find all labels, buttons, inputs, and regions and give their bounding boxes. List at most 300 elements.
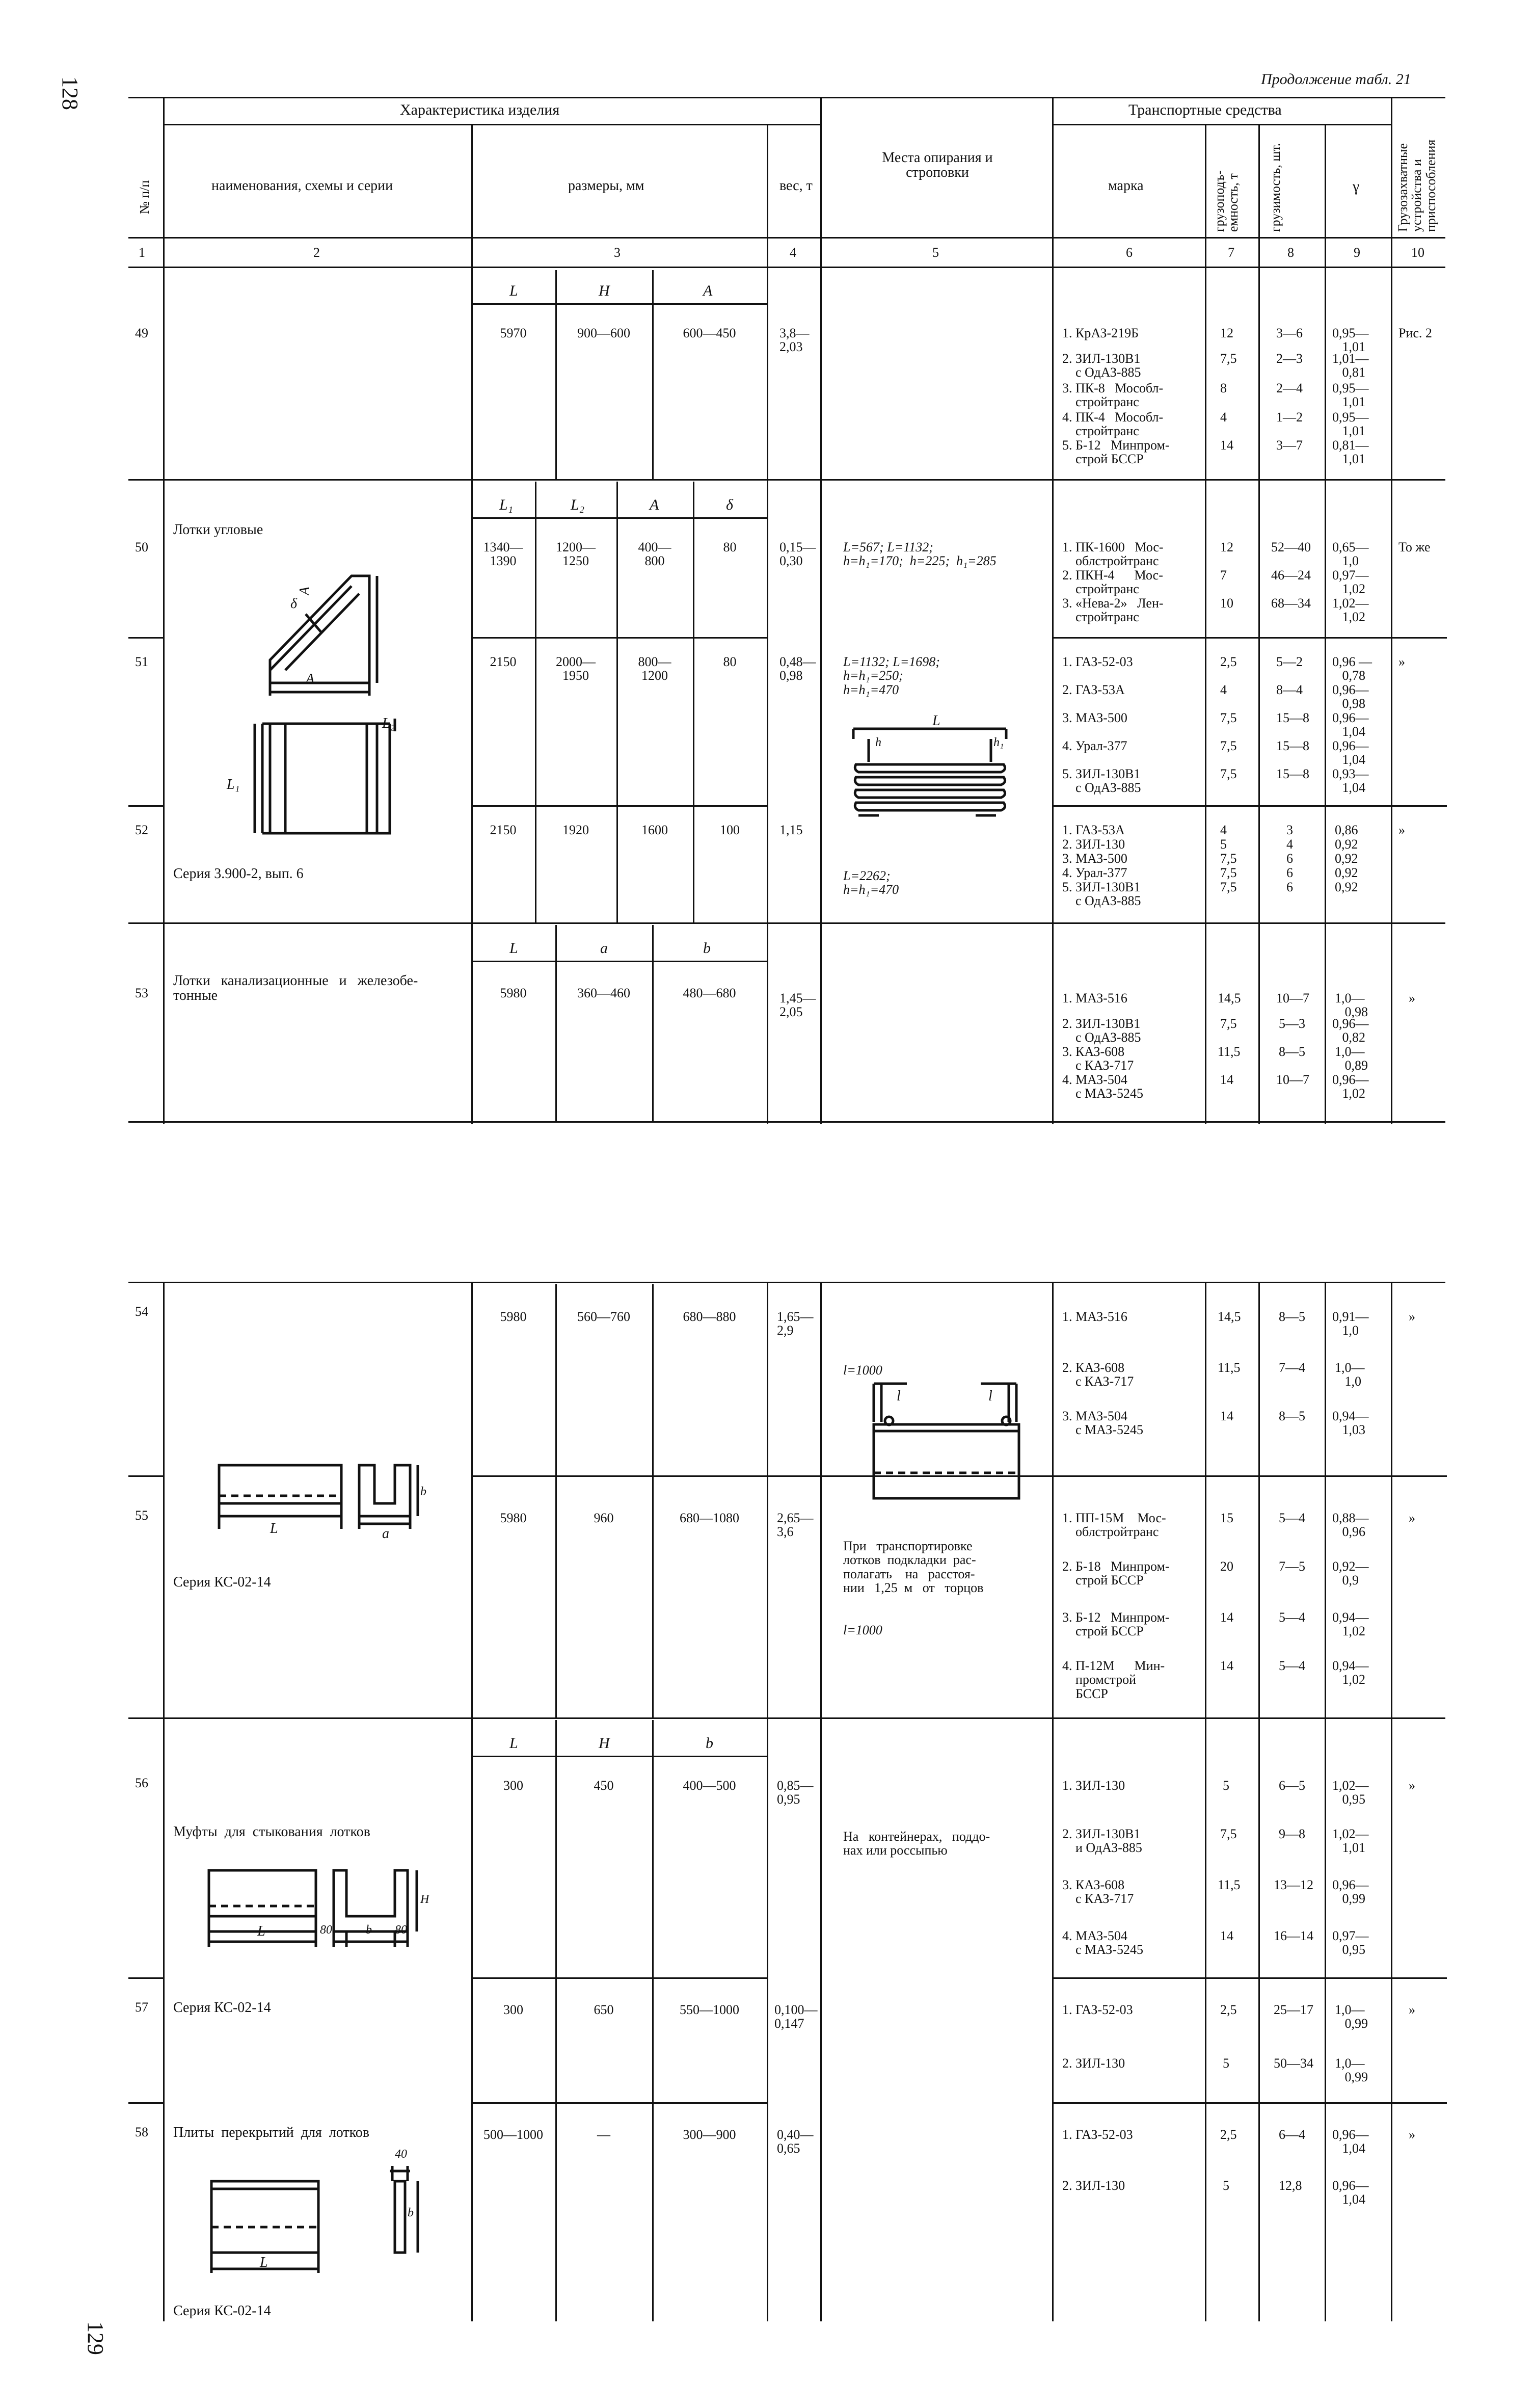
gamma-value: 0,95— 1,01 bbox=[1332, 410, 1369, 439]
capacity: 4 bbox=[1220, 823, 1227, 837]
load-count: 3 bbox=[1286, 823, 1293, 837]
col-number-1: 1 bbox=[139, 245, 145, 260]
gamma-value: 0,96 — 0,78 bbox=[1332, 654, 1372, 683]
cover-slab-sketch bbox=[204, 2151, 469, 2283]
rule bbox=[471, 961, 767, 962]
capacity: 7,5 bbox=[1220, 351, 1237, 366]
dim-cell: 5980 bbox=[500, 986, 527, 1000]
dim-cell: 80 bbox=[723, 540, 737, 554]
rule bbox=[128, 2102, 164, 2104]
weight-cell: 2,65— 3,6 bbox=[777, 1511, 814, 1540]
rule bbox=[555, 1284, 557, 1717]
gamma-value: 0,96— 0,82 bbox=[1332, 1016, 1369, 1045]
gamma-value: 0,88— 0,96 bbox=[1332, 1511, 1369, 1540]
sketch-label: L bbox=[932, 713, 940, 729]
angular-tray-sketch bbox=[250, 555, 402, 892]
gamma-value: 1,02— 1,01 bbox=[1332, 1827, 1369, 1856]
gamma-value: 0,97— 0,95 bbox=[1332, 1928, 1369, 1957]
col-number-2: 2 bbox=[313, 245, 320, 260]
rule bbox=[555, 925, 557, 1121]
brand: 5. ЗИЛ-130В1 с ОдАЗ-885 bbox=[1062, 766, 1141, 796]
support-cell: l=1000 bbox=[843, 1363, 882, 1378]
rule bbox=[1052, 805, 1447, 807]
item-series: Серия 3.900-2, вып. 6 bbox=[173, 866, 304, 882]
brand: 2. ПКН-4 Мос- стройтранс bbox=[1062, 568, 1163, 597]
page-gap bbox=[0, 1124, 1534, 1282]
load-count: 6 bbox=[1286, 880, 1293, 894]
gamma-value: 1,0— 1,0 bbox=[1335, 1360, 1365, 1389]
gamma-value: 0,94— 1,02 bbox=[1332, 1610, 1369, 1639]
col-number-4: 4 bbox=[790, 245, 796, 260]
dim-cell: 80 bbox=[723, 654, 737, 669]
row-number: 57 bbox=[135, 2000, 148, 2015]
weight-cell: 3,8— 2,03 bbox=[779, 326, 810, 355]
brand: 4. МАЗ-504 с МАЗ-5245 bbox=[1062, 1072, 1143, 1101]
stacked-trays-sketch bbox=[848, 719, 1016, 851]
dim-head: L₁ bbox=[499, 496, 514, 513]
load-count: 7—4 bbox=[1279, 1360, 1305, 1375]
capacity: 4 bbox=[1220, 682, 1227, 697]
brand: 3. МАЗ-504 с МАЗ-5245 bbox=[1062, 1409, 1143, 1438]
row-number: 51 bbox=[135, 654, 148, 669]
device-cell: » bbox=[1409, 991, 1415, 1005]
capacity: 7,5 bbox=[1220, 880, 1237, 894]
gamma-value: 0,96— 1,04 bbox=[1332, 710, 1369, 739]
brand: 3. Б-12 Минпром- строй БССР bbox=[1062, 1610, 1170, 1639]
item-series: Серия КС-02-14 bbox=[173, 2000, 271, 2016]
device-cell: » bbox=[1409, 2002, 1415, 2017]
rule bbox=[471, 517, 767, 519]
sketch-label: A bbox=[306, 671, 315, 687]
device-cell: Рис. 2 bbox=[1398, 326, 1432, 340]
gamma-value: 0,94— 1,03 bbox=[1332, 1409, 1369, 1438]
header-item-group: Характеристика изделия bbox=[400, 101, 560, 118]
gamma-value: 0,92 bbox=[1335, 837, 1358, 852]
rule bbox=[128, 1977, 164, 1979]
support-cell: l=1000 bbox=[843, 1623, 882, 1637]
item-series: Серия КС-02-14 bbox=[173, 2303, 271, 2319]
rule bbox=[1052, 124, 1391, 125]
header-dims: размеры, мм bbox=[568, 178, 644, 194]
item-name: Плиты перекрытий для лотков bbox=[173, 2125, 370, 2140]
load-count: 5—2 bbox=[1276, 654, 1303, 669]
capacity: 14 bbox=[1220, 1610, 1233, 1625]
rule bbox=[471, 2102, 767, 2104]
brand: 4. Урал-377 bbox=[1062, 865, 1127, 880]
brand: 1. ГАЗ-52-03 bbox=[1062, 2127, 1133, 2142]
weight-cell: 0,15— 0,30 bbox=[779, 540, 816, 569]
rule bbox=[1052, 1977, 1447, 1979]
rule bbox=[471, 637, 767, 639]
header-name: наименования, схемы и серии bbox=[211, 178, 393, 194]
dim-head: b bbox=[703, 940, 711, 957]
capacity: 7,5 bbox=[1220, 1827, 1237, 1841]
dim-head: δ bbox=[726, 496, 733, 513]
rule bbox=[555, 1720, 557, 2321]
dim-head: L bbox=[509, 282, 518, 299]
sketch-label: L₂ bbox=[382, 716, 395, 731]
dim-cell: 5970 bbox=[500, 326, 527, 340]
brand: 3. МАЗ-500 bbox=[1062, 710, 1127, 725]
rule bbox=[128, 1121, 1445, 1123]
device-cell: » bbox=[1409, 2127, 1415, 2142]
rule bbox=[555, 270, 557, 479]
dim-cell: 900—600 bbox=[577, 326, 630, 340]
row-number: 49 bbox=[135, 326, 148, 340]
header-brand: марка bbox=[1108, 178, 1144, 194]
rule bbox=[128, 267, 1445, 268]
load-count: 6 bbox=[1286, 851, 1293, 866]
capacity: 5 bbox=[1223, 2178, 1229, 2193]
load-count: 6—4 bbox=[1279, 2127, 1305, 2142]
brand: 2. ЗИЛ-130В1 с ОдАЗ-885 bbox=[1062, 351, 1141, 380]
row-number: 55 bbox=[135, 1508, 148, 1523]
brand: 3. ПК-8 Мособл- стройтранс bbox=[1062, 381, 1164, 410]
capacity: 2,5 bbox=[1220, 2127, 1237, 2142]
dim-head: L bbox=[509, 1735, 518, 1752]
gamma-value: 0,96— 0,99 bbox=[1332, 1877, 1369, 1907]
brand: 3. КАЗ-608 с КАЗ-717 bbox=[1062, 1044, 1134, 1073]
capacity: 12 bbox=[1220, 326, 1233, 340]
item-name: Лотки угловые bbox=[173, 522, 263, 538]
col-number-7: 7 bbox=[1228, 245, 1234, 260]
rule bbox=[652, 1284, 654, 1717]
gamma-value: 0,96— 1,04 bbox=[1332, 2127, 1369, 2156]
rule bbox=[471, 1977, 767, 1979]
dim-cell: 2000— 1950 bbox=[556, 654, 596, 683]
gamma-value: 0,94— 1,02 bbox=[1332, 1658, 1369, 1687]
capacity: 7,5 bbox=[1220, 1016, 1237, 1031]
brand: 1. МАЗ-516 bbox=[1062, 991, 1127, 1005]
sketch-label: 80 bbox=[320, 1923, 332, 1937]
sketch-label: L bbox=[270, 1521, 278, 1537]
device-cell: » bbox=[1409, 1309, 1415, 1324]
load-count: 12,8 bbox=[1279, 2178, 1302, 2193]
sketch-label: δ bbox=[290, 596, 298, 612]
gamma-value: 1,02— 1,02 bbox=[1332, 596, 1369, 625]
gamma-value: 0,95— 1,01 bbox=[1332, 381, 1369, 410]
brand: 5. Б-12 Минпром- строй БССР bbox=[1062, 438, 1170, 467]
capacity: 7 bbox=[1220, 568, 1227, 583]
dim-cell: 550—1000 bbox=[680, 2002, 739, 2017]
col-number-8: 8 bbox=[1287, 245, 1294, 260]
brand: 2. КАЗ-608 с КАЗ-717 bbox=[1062, 1360, 1134, 1389]
col-number-6: 6 bbox=[1126, 245, 1133, 260]
dim-cell: 1200— 1250 bbox=[556, 540, 596, 569]
load-count: 2—4 bbox=[1276, 381, 1303, 395]
header-col-num: № п/п bbox=[137, 180, 152, 214]
brand: 2. Б-18 Минпром- строй БССР bbox=[1062, 1559, 1170, 1588]
brand: 4. ПК-4 Мособл- стройтранс bbox=[1062, 410, 1164, 439]
load-count: 5—4 bbox=[1279, 1511, 1305, 1525]
dim-cell: 480—680 bbox=[683, 986, 736, 1000]
rule bbox=[128, 805, 164, 807]
rule bbox=[128, 97, 1445, 98]
rule bbox=[1052, 2102, 1447, 2104]
load-count: 8—5 bbox=[1279, 1309, 1305, 1324]
capacity: 20 bbox=[1220, 1559, 1233, 1574]
sketch-label: A bbox=[297, 587, 313, 596]
gamma-value: 0,97— 1,02 bbox=[1332, 568, 1369, 597]
capacity: 7,5 bbox=[1220, 710, 1237, 725]
brand: 2. ЗИЛ-130 bbox=[1062, 2178, 1125, 2193]
dim-cell: 300 bbox=[503, 1778, 523, 1793]
capacity: 8 bbox=[1220, 381, 1227, 395]
weight-cell: 1,65— 2,9 bbox=[777, 1309, 814, 1338]
gamma-value: 0,65— 1,0 bbox=[1332, 540, 1369, 569]
load-count: 7—5 bbox=[1279, 1559, 1305, 1574]
gamma-value: 1,0— 0,99 bbox=[1335, 2002, 1368, 2031]
load-count: 68—34 bbox=[1271, 596, 1311, 611]
gamma-value: 1,01— 0,81 bbox=[1332, 351, 1369, 380]
load-count: 5—4 bbox=[1279, 1610, 1305, 1625]
support-cell: На контейнерах, поддо- нах или россыпью bbox=[843, 1829, 990, 1858]
sketch-label: H bbox=[420, 1893, 429, 1906]
sketch-label: L bbox=[257, 1923, 265, 1939]
dim-head: L₂ bbox=[571, 496, 585, 513]
gamma-value: 0,96— 1,04 bbox=[1332, 738, 1369, 768]
brand: 4. МАЗ-504 с МАЗ-5245 bbox=[1062, 1928, 1143, 1957]
header-transport-group: Транспортные средства bbox=[1128, 101, 1282, 118]
gamma-value: 0,93— 1,04 bbox=[1332, 766, 1369, 796]
item-name: Муфты для стыкования лотков bbox=[173, 1824, 370, 1840]
sketch-label: h bbox=[875, 736, 881, 749]
capacity: 14 bbox=[1220, 1658, 1233, 1673]
weight-cell: 1,45— 2,05 bbox=[779, 991, 816, 1020]
header-support: Места опирания и строповки bbox=[882, 150, 993, 181]
capacity: 7,5 bbox=[1220, 865, 1237, 880]
row-number: 54 bbox=[135, 1304, 148, 1319]
gamma-value: 0,96— 0,98 bbox=[1332, 682, 1369, 711]
dim-cell: 560—760 bbox=[577, 1309, 630, 1324]
device-cell: » bbox=[1409, 1778, 1415, 1793]
brand: 4. Урал-377 bbox=[1062, 738, 1127, 753]
header-capacity: грузоподъ-емность, т bbox=[1212, 170, 1241, 232]
load-count: 8—4 bbox=[1276, 682, 1303, 697]
brand: 2. ЗИЛ-130 bbox=[1062, 2056, 1125, 2071]
sketch-label: 80 bbox=[395, 1923, 407, 1937]
dim-cell: 400— 800 bbox=[638, 540, 671, 569]
gamma-value: 0,81— 1,01 bbox=[1332, 438, 1369, 467]
rule bbox=[128, 1475, 164, 1477]
rule bbox=[128, 922, 1445, 924]
dim-cell: 5980 bbox=[500, 1309, 527, 1324]
gamma-value: 0,92 bbox=[1335, 865, 1358, 880]
item-name: Лотки канализационные и железобе- тонные bbox=[173, 973, 418, 1004]
device-cell: » bbox=[1398, 654, 1405, 669]
col-number-9: 9 bbox=[1354, 245, 1360, 260]
dim-cell: 100 bbox=[720, 823, 740, 837]
gamma-value: 0,92— 0,9 bbox=[1332, 1559, 1369, 1588]
rule bbox=[1052, 1475, 1447, 1477]
header-weight: вес, т bbox=[779, 178, 813, 194]
brand: 1. ГАЗ-53А bbox=[1062, 823, 1125, 837]
gamma-value: 0,92 bbox=[1335, 880, 1358, 894]
item-series: Серия КС-02-14 bbox=[173, 1574, 271, 1590]
weight-cell: 0,40— 0,65 bbox=[777, 2127, 814, 2156]
brand: 4. П-12М Мин- промстрой БССР bbox=[1062, 1658, 1165, 1701]
capacity: 7,5 bbox=[1220, 738, 1237, 753]
rule bbox=[652, 270, 654, 479]
capacity: 11,5 bbox=[1218, 1360, 1241, 1375]
capacity: 7,5 bbox=[1220, 851, 1237, 866]
col-number-3: 3 bbox=[614, 245, 621, 260]
brand: 1. ЗИЛ-130 bbox=[1062, 1778, 1125, 1793]
col-number-5: 5 bbox=[932, 245, 939, 260]
dim-head: a bbox=[600, 940, 608, 957]
load-count: 10—7 bbox=[1276, 991, 1309, 1005]
sketch-label: h₁ bbox=[993, 736, 1004, 749]
load-count: 15—8 bbox=[1276, 766, 1309, 781]
dim-cell: 300 bbox=[503, 2002, 523, 2017]
gamma-value: 0,95— 1,01 bbox=[1332, 326, 1369, 355]
brand: 1. МАЗ-516 bbox=[1062, 1309, 1127, 1324]
sketch-label: b bbox=[408, 2206, 414, 2219]
brand: 3. МАЗ-500 bbox=[1062, 851, 1127, 866]
load-count: 13—12 bbox=[1274, 1877, 1313, 1892]
dim-cell: 2150 bbox=[490, 654, 517, 669]
capacity: 4 bbox=[1220, 410, 1227, 425]
brand: 1. ПК-1600 Мос- облстройтранс bbox=[1062, 540, 1164, 569]
row-number: 58 bbox=[135, 2125, 148, 2139]
brand: 3. КАЗ-608 с КАЗ-717 bbox=[1062, 1877, 1134, 1907]
support-cell: L=567; L=1132; h=h₁=170; h=225; h₁=285 bbox=[843, 540, 997, 569]
dim-cell: 5980 bbox=[500, 1511, 527, 1525]
rule bbox=[128, 237, 1445, 239]
rule bbox=[652, 1720, 654, 2321]
dim-cell: 1600 bbox=[641, 823, 668, 837]
capacity: 12 bbox=[1220, 540, 1233, 554]
support-cell: L=1132; L=1698; h=h₁=250; h=h₁=470 bbox=[843, 654, 940, 697]
coupling-sketch bbox=[204, 1865, 448, 1957]
dim-cell: 680—1080 bbox=[680, 1511, 739, 1525]
header-gamma: γ bbox=[1353, 178, 1360, 195]
support-cell: L=2262; h=h₁=470 bbox=[843, 868, 899, 897]
rule bbox=[471, 1756, 767, 1757]
capacity: 14 bbox=[1220, 1072, 1233, 1087]
load-count: 1—2 bbox=[1276, 410, 1303, 425]
capacity: 10 bbox=[1220, 596, 1233, 611]
load-count: 15—8 bbox=[1276, 710, 1309, 725]
load-count: 25—17 bbox=[1274, 2002, 1313, 2017]
row-number: 53 bbox=[135, 986, 148, 1000]
gamma-value: 0,96— 1,02 bbox=[1332, 1072, 1369, 1101]
sketch-label: b bbox=[366, 1923, 372, 1937]
rule bbox=[471, 805, 767, 807]
brand: 1. ГАЗ-52-03 bbox=[1062, 2002, 1133, 2017]
capacity: 15 bbox=[1220, 1511, 1233, 1525]
load-count: 6 bbox=[1286, 865, 1293, 880]
header-load-count: грузимость, шт. bbox=[1268, 143, 1283, 232]
capacity: 14 bbox=[1220, 1409, 1233, 1423]
capacity: 5 bbox=[1223, 1778, 1229, 1793]
load-count: 3—6 bbox=[1276, 326, 1303, 340]
sketch-label: L bbox=[260, 2255, 268, 2270]
load-count: 3—7 bbox=[1276, 438, 1303, 453]
gamma-value: 0,92 bbox=[1335, 851, 1358, 866]
device-cell: То же bbox=[1398, 540, 1431, 554]
col-number-10: 10 bbox=[1411, 245, 1424, 260]
brand: 1. ПП-15М Мос- облстройтранс bbox=[1062, 1511, 1166, 1540]
capacity: 14 bbox=[1220, 438, 1233, 453]
dim-head: H bbox=[599, 282, 610, 299]
gamma-value: 0,96— 1,04 bbox=[1332, 2178, 1369, 2207]
support-cell: При транспортировке лотков подкладки рас- полагать на расстоя- нии 1,25 м от торцов bbox=[843, 1539, 984, 1595]
dim-cell: 2150 bbox=[490, 823, 517, 837]
device-cell: » bbox=[1409, 1511, 1415, 1525]
dim-head: b bbox=[706, 1735, 713, 1752]
page-number-bottom: 129 bbox=[83, 2321, 108, 2355]
dim-cell: 600—450 bbox=[683, 326, 736, 340]
sketch-label: b bbox=[420, 1485, 426, 1498]
rule bbox=[163, 124, 820, 125]
load-count: 6—5 bbox=[1279, 1778, 1305, 1793]
gamma-value: 0,91— 1,0 bbox=[1332, 1309, 1369, 1338]
dim-cell: 400—500 bbox=[683, 1778, 736, 1793]
load-count: 10—7 bbox=[1276, 1072, 1309, 1087]
dim-head: A bbox=[703, 282, 713, 299]
load-count: 8—5 bbox=[1279, 1044, 1305, 1059]
weight-cell: 0,48— 0,98 bbox=[779, 654, 816, 683]
load-count: 4 bbox=[1286, 837, 1293, 852]
dim-cell: 450 bbox=[594, 1778, 614, 1793]
load-count: 16—14 bbox=[1274, 1928, 1313, 1943]
device-cell: » bbox=[1398, 823, 1405, 837]
load-count: 15—8 bbox=[1276, 738, 1309, 753]
rule bbox=[471, 303, 767, 305]
load-count: 8—5 bbox=[1279, 1409, 1305, 1423]
weight-cell: 1,15 bbox=[779, 823, 803, 837]
dim-cell: 1340— 1390 bbox=[483, 540, 523, 569]
tray-sketch bbox=[214, 1460, 448, 1552]
gamma-value: 1,0— 0,98 bbox=[1335, 991, 1368, 1020]
capacity: 14,5 bbox=[1218, 1309, 1241, 1324]
tray-sling-sketch bbox=[866, 1376, 1029, 1514]
load-count: 9—8 bbox=[1279, 1827, 1305, 1841]
capacity: 2,5 bbox=[1220, 654, 1237, 669]
load-count: 46—24 bbox=[1271, 568, 1311, 583]
page-number-top: 128 bbox=[58, 76, 83, 110]
dim-cell: 960 bbox=[594, 1511, 614, 1525]
gamma-value: 1,02— 0,95 bbox=[1332, 1778, 1369, 1807]
dim-cell: 650 bbox=[594, 2002, 614, 2017]
load-count: 50—34 bbox=[1274, 2056, 1313, 2071]
brand: 2. ЗИЛ-130 bbox=[1062, 837, 1125, 852]
rule bbox=[1052, 637, 1447, 639]
capacity: 5 bbox=[1220, 837, 1227, 852]
dim-head: L bbox=[509, 940, 518, 957]
brand: 2. ГАЗ-53А bbox=[1062, 682, 1125, 697]
dim-cell: 680—880 bbox=[683, 1309, 736, 1324]
rule bbox=[128, 637, 164, 639]
capacity: 14 bbox=[1220, 1928, 1233, 1943]
dim-head: H bbox=[599, 1735, 610, 1752]
sketch-label: l bbox=[988, 1388, 992, 1404]
gamma-value: 1,0— 0,99 bbox=[1335, 2056, 1368, 2085]
row-number: 56 bbox=[135, 1776, 148, 1790]
sketch-label: L₁ bbox=[227, 777, 240, 792]
dim-cell: 360—460 bbox=[577, 986, 630, 1000]
row-number: 52 bbox=[135, 823, 148, 837]
brand: 2. ЗИЛ-130В1 и ОдАЗ-885 bbox=[1062, 1827, 1142, 1856]
load-count: 5—4 bbox=[1279, 1658, 1305, 1673]
brand: 1. КрАЗ-219Б bbox=[1062, 326, 1139, 340]
rule bbox=[128, 1717, 1445, 1719]
capacity: 11,5 bbox=[1218, 1044, 1241, 1059]
header-devices: Грузозахватные устройства и приспособления bbox=[1395, 139, 1438, 232]
brand: 5. ЗИЛ-130В1 с ОдАЗ-885 bbox=[1062, 880, 1141, 909]
rule bbox=[652, 925, 654, 1121]
